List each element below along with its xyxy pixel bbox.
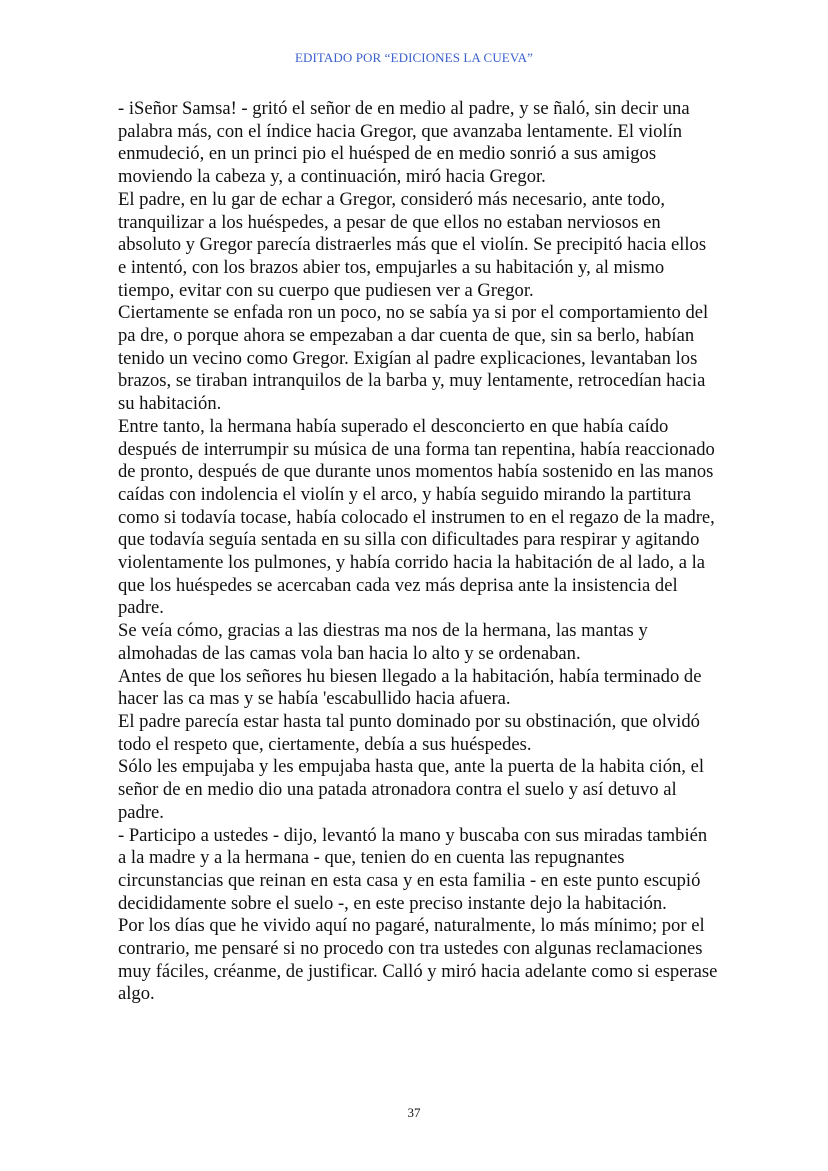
paragraph: Ciertamente se enfada ron un poco, no se sabía ya si por el comportamiento del pa dre, o porque ahora se empezaban a dar cuenta de que, sin sa berlo, habían tenido un vecino como Gregor. Exigían al padre explicaciones, levantaban los brazos, se tiraban intranquilos de la barba y, muy lentamente, retrocedían hacia su habitación. [118, 302, 709, 415]
paragraph: El padre parecía estar hasta tal punto dominado por su obstinación, que olvidó todo el respeto que, ciertamente, debía a sus huéspedes. [118, 710, 700, 755]
paragraph: Entre tanto, la hermana había superado el desconcierto en que había caído después de interrumpir su música de una forma tan repentina, había reaccionado de pronto, después de que durante unos momentos había sostenido en las manos caídas con indolencia el violín y el arco, y había seguido mirando la partitura como si todavía tocase, había colocado el instrumen to en el regazo de la madre, que todavía seguía sentada en su silla con dificultades para respirar y agitando violentamente los pulmones, y había corrido hacia la habitación de al lado, a la que los huéspedes se acercaban cada vez más deprisa ante la insistencia del padre. [118, 415, 715, 619]
page-number: 37 [407, 1105, 421, 1120]
paragraph: Se veía cómo, gracias a las diestras ma nos de la hermana, las mantas y almohadas de las camas vola ban hacia lo alto y se ordenaban. [118, 620, 648, 664]
paragraph: - Participo a ustedes - dijo, levantó la mano y buscaba con sus miradas también a la madre y a la hermana - que, tenien do en cuenta las repugnantes circunstancias que reinan en esta casa y en esta familia - en este punto escupió decididamente sobre el suelo -, en este preciso instante dejo la habitación. [118, 824, 708, 914]
paragraph: Por los días que he vivido aquí no pagaré, naturalmente, lo más mínimo; por el contrario, me pensaré si no procedo con tra ustedes con algunas reclamaciones muy fáciles, créanme, de justificar. Calló y miró hacia adelante como si esperase algo. [118, 915, 718, 1005]
paragraph: Sólo les empujaba y les empujaba hasta que, ante la puerta de la habita ción, el señor de en medio dio una patada atronadora contra el suelo y así detuvo al padre. [118, 756, 705, 823]
paragraph: El padre, en lu gar de echar a Gregor, consideró más necesario, ante todo, tranquilizar a los huéspedes, a pesar de que ellos no estaban nerviosos en absoluto y Gregor parecía distraerles más que el violín. Se precipitó hacia ellos e intentó, con los brazos abier tos, empujarles a su habitación y, al mismo tiempo, evitar con su cuerpo que pudiesen ver a Gregor. [118, 188, 707, 301]
running-header: EDITADO POR “EDICIONES LA CUEVA” [294, 50, 534, 65]
paragraph: - iSeñor Samsa! - gritó el señor de en medio al padre, y se ñaló, sin decir una palabra más, con el índice hacia Gregor, que avanzaba lentamente. El violín enmudeció, en un princi pio el huésped de en medio sonrió a sus amigos moviendo la cabeza y, a continuación, miró hacia Gregor. [118, 98, 690, 188]
paragraph: Antes de que los señores hu biesen llegado a la habitación, había terminado de hacer las ca mas y se había 'escabullido hacia afuera. [118, 665, 702, 710]
body-text [118, 98, 718, 1006]
